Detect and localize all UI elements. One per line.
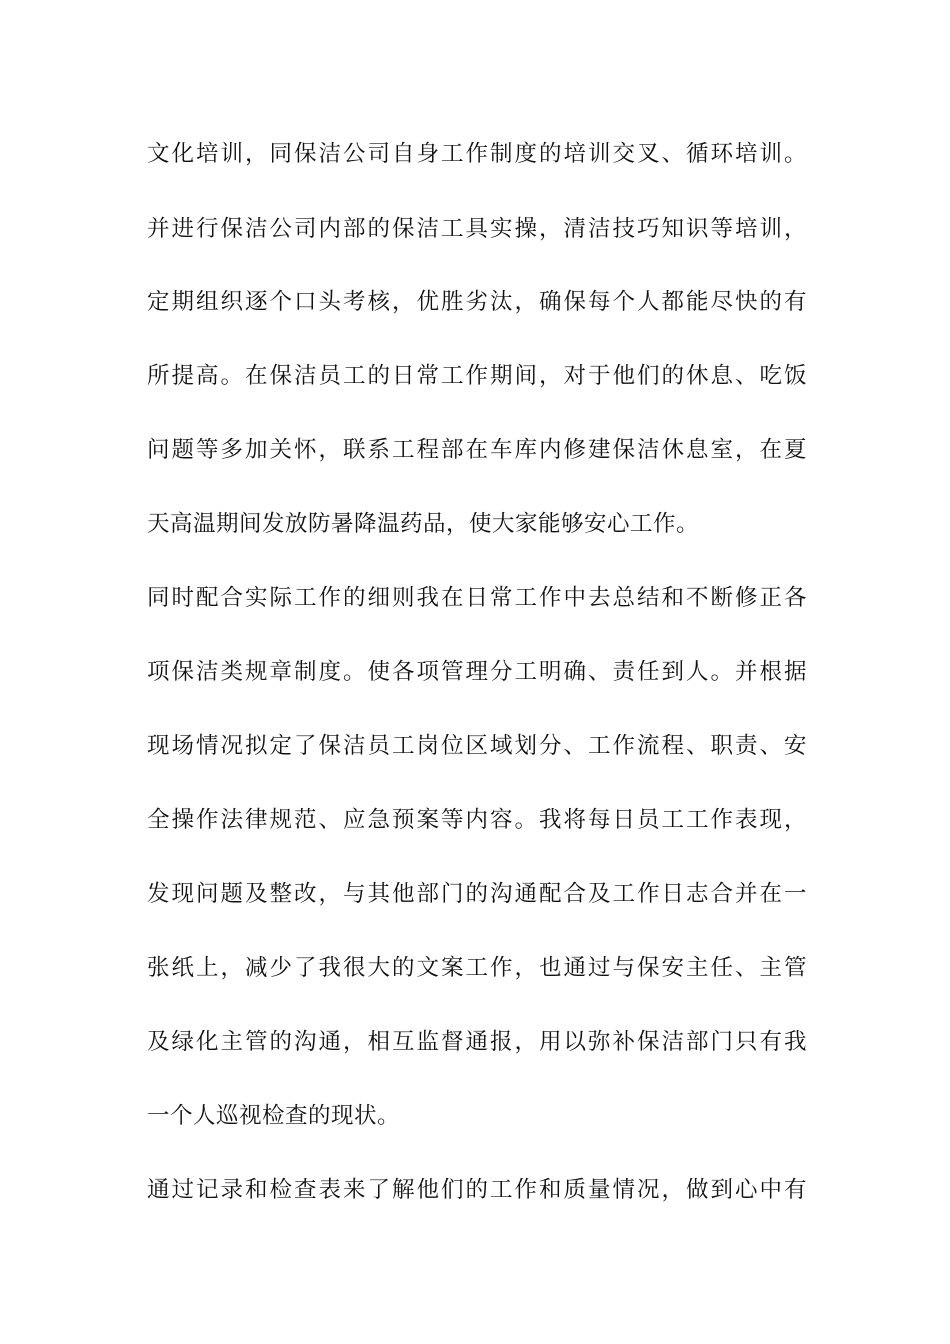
text-line: 项保洁类规章制度。使各项管理分工明确、责任到人。并根据	[147, 659, 807, 685]
text-line: 及绿化主管的沟通，相互监督通报，用以弥补保洁部门只有我	[147, 1029, 807, 1055]
text-line: 并进行保洁公司内部的保洁工具实操，清洁技巧知识等培训，	[147, 216, 807, 242]
text-line: 张纸上，减少了我很大的文案工作，也通过与保安主任、主管	[147, 955, 807, 981]
text-line: 一个人巡视检查的现状。	[147, 1103, 401, 1129]
text-line: 天高温期间发放防暑降温药品，使大家能够安心工作。	[147, 511, 700, 537]
text-line: 问题等多加关怀，联系工程部在车库内修建保洁休息室，在夏	[147, 437, 807, 463]
text-line: 全操作法律规范、应急预案等内容。我将每日员工工作表现，	[147, 807, 807, 833]
text-line: 文化培训，同保洁公司自身工作制度的培训交叉、循环培训。	[147, 141, 807, 167]
text-line: 发现问题及整改，与其他部门的沟通配合及工作日志合并在一	[147, 881, 807, 907]
text-line: 通过记录和检查表来了解他们的工作和质量情况，做到心中有	[147, 1177, 807, 1203]
text-line: 定期组织逐个口头考核，优胜劣汰，确保每个人都能尽快的有	[147, 289, 807, 315]
text-line: 所提高。在保洁员工的日常工作期间，对于他们的休息、吃饭	[147, 363, 807, 389]
text-line: 同时配合实际工作的细则我在日常工作中去总结和不断修正各	[147, 585, 807, 611]
text-line: 现场情况拟定了保洁员工岗位区域划分、工作流程、职责、安	[147, 733, 807, 759]
